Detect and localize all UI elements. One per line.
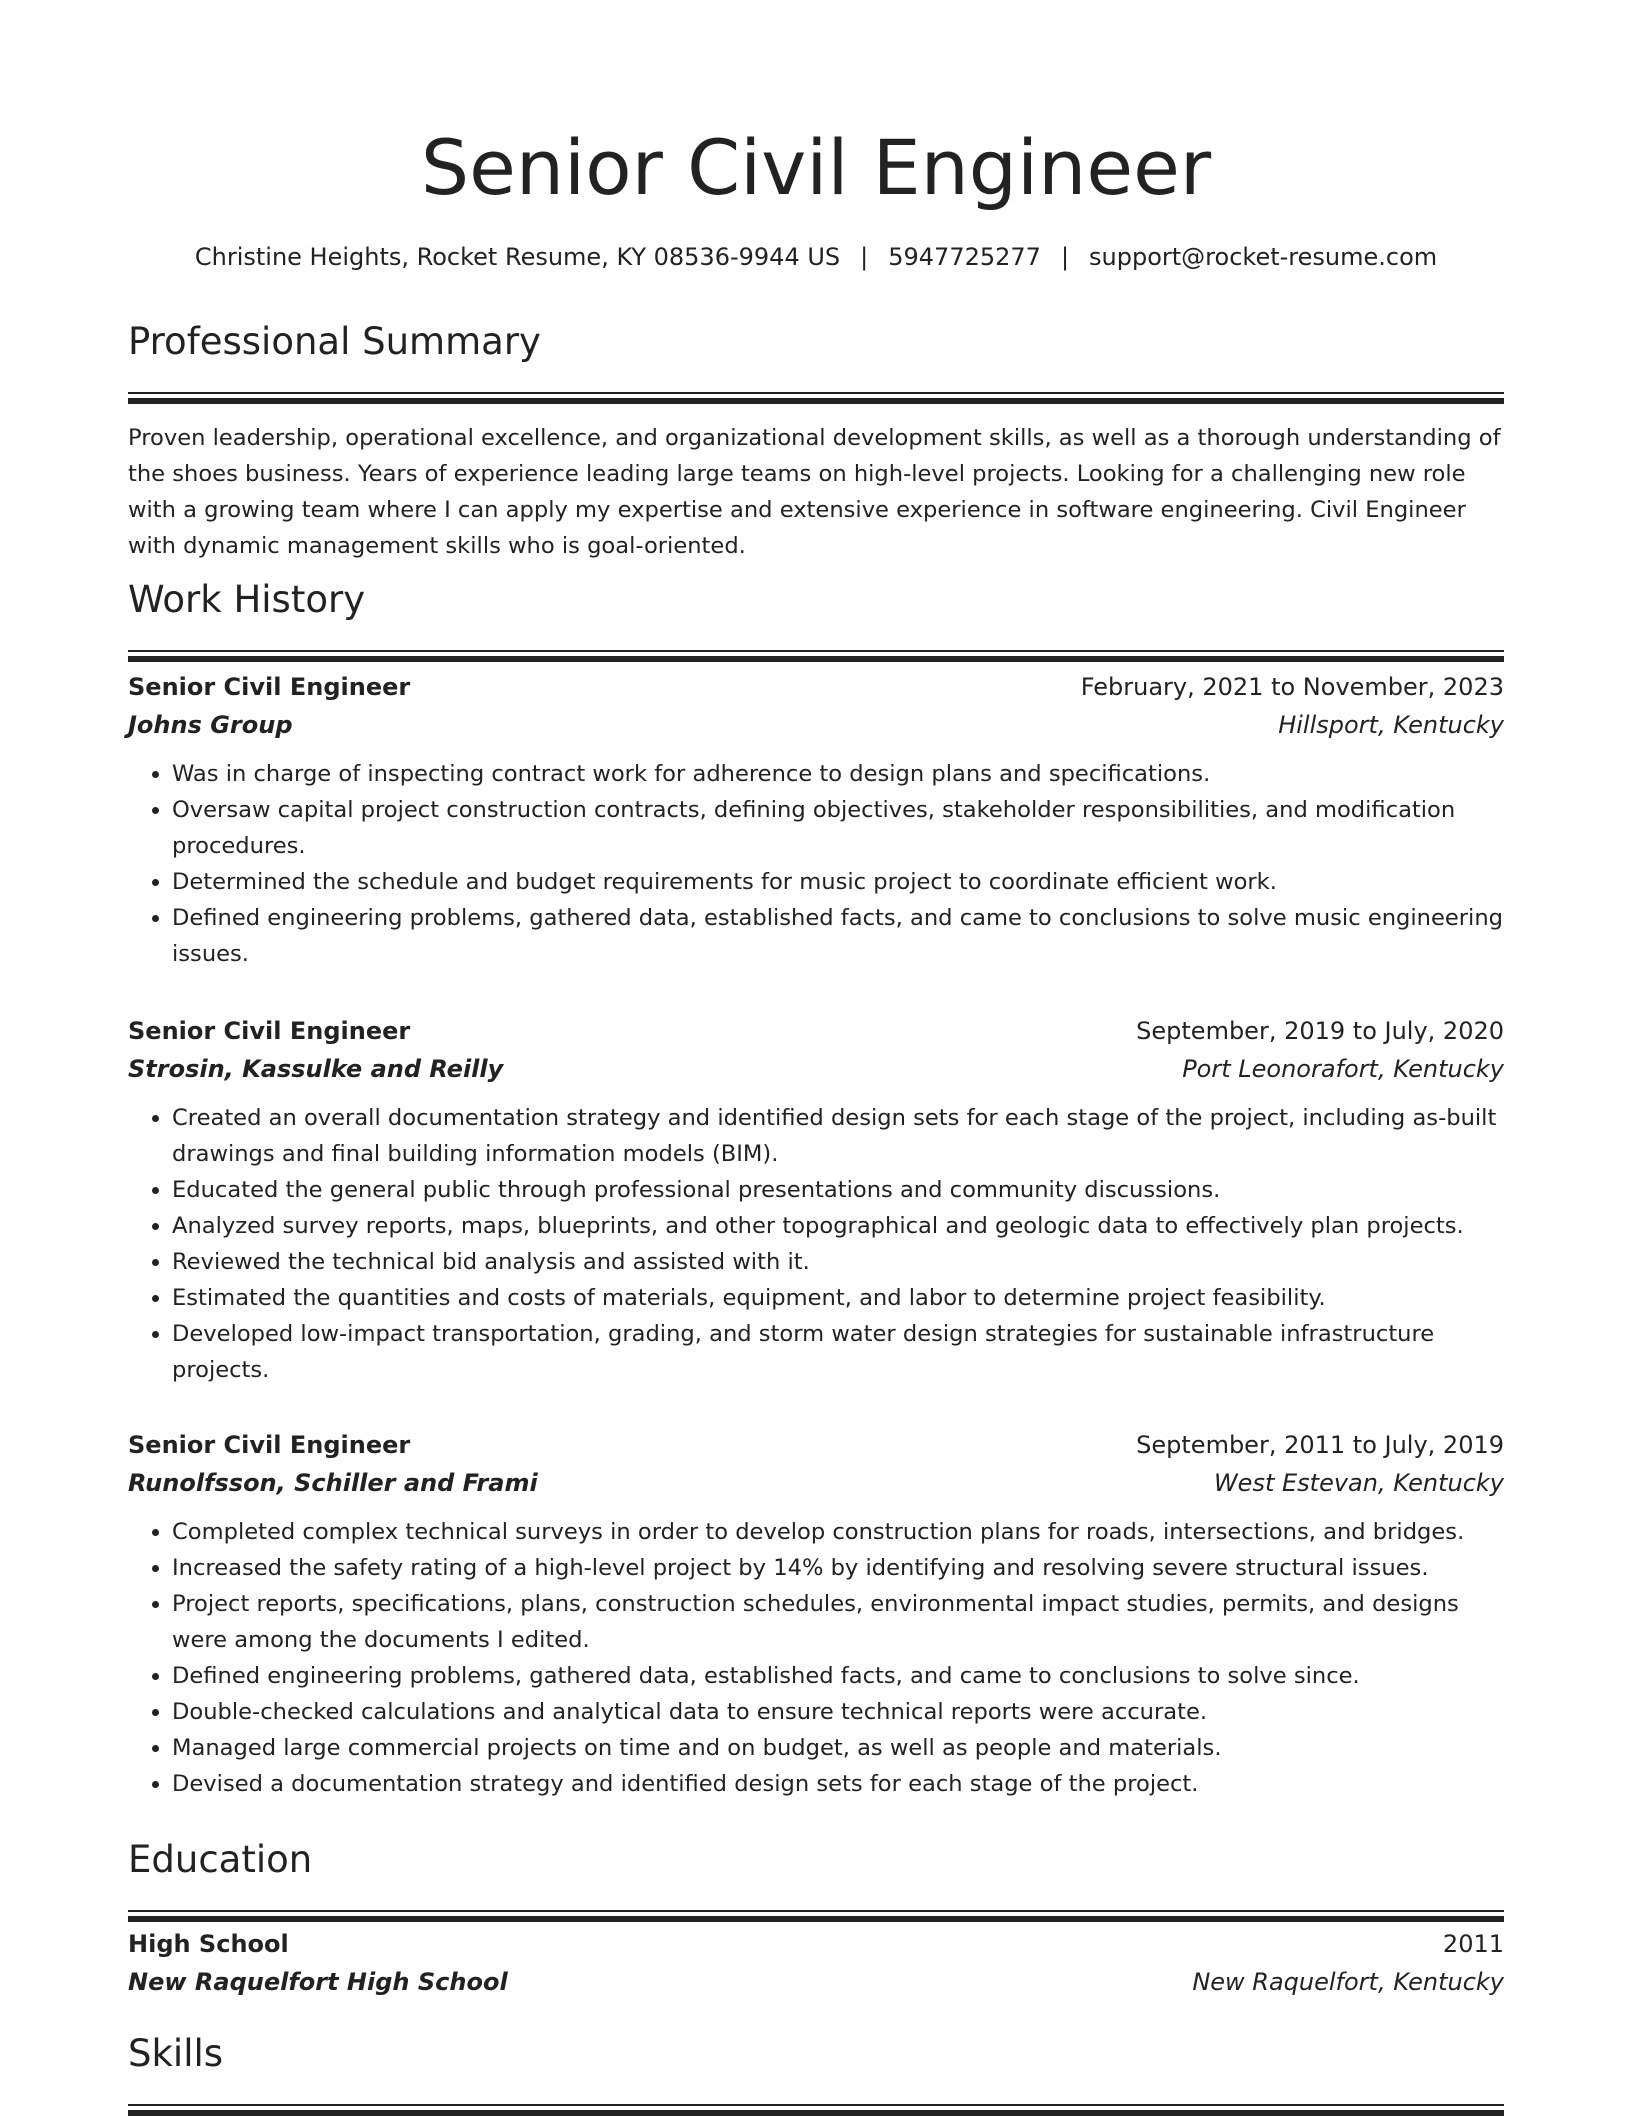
job-bullet: • Defined engineering problems, gathered data, established facts, and came to conclusions to solve since. xyxy=(172,1658,1504,1694)
job-company: Strosin, Kassulke and Reilly xyxy=(128,1055,504,1083)
job-bullet: • Created an overall documentation strategy and identified design sets for each stage of the project, including as-built drawings and final building information models (BIM). xyxy=(172,1100,1504,1172)
job-bullet: • Developed low-impact transportation, grading, and storm water design strategies for sustainable infrastructure projects. xyxy=(172,1316,1504,1388)
job-dates: September, 2011 to July, 2019 xyxy=(1136,1431,1504,1459)
job-bullet: • Estimated the quantities and costs of materials, equipment, and labor to determine project feasibility. xyxy=(172,1280,1504,1316)
job-bullet: • Project reports, specifications, plans, construction schedules, environmental impact studies, permits, and designs were among the documents I edited. xyxy=(172,1586,1504,1658)
job-bullet: • Reviewed the technical bid analysis and assisted with it. xyxy=(172,1244,1504,1280)
job-bullet: • Double-checked calculations and analytical data to ensure technical reports were accurate. xyxy=(172,1694,1504,1730)
summary-text: Proven leadership, operational excellence, and organizational development skills, as well as a thorough understanding of the shoes business. Years of experience leading large teams on high-level projects. Looking for a challenging new role with a growing team where I can apply my expertise and extensive experience in software engineering. Civil Engineer with dynamic management skills who is goal-oriented. xyxy=(128,425,1501,559)
job-role: Senior Civil Engineer xyxy=(128,673,411,701)
contact-line xyxy=(128,237,1504,277)
summary-heading: Professional Summary xyxy=(128,320,541,363)
job-location: Port Leonorafort, Kentucky xyxy=(1182,1055,1504,1083)
job-dates: February, 2021 to November, 2023 xyxy=(1080,673,1504,701)
job-entry xyxy=(128,668,1504,972)
job-role: Senior Civil Engineer xyxy=(128,1017,411,1045)
job-location: Hillsport, Kentucky xyxy=(1278,711,1504,739)
section-divider xyxy=(128,650,1504,662)
job-bullets xyxy=(128,1100,1504,1388)
job-company: Johns Group xyxy=(128,711,293,739)
job-bullet: • Devised a documentation strategy and identified design sets for each stage of the project. xyxy=(172,1766,1504,1802)
job-bullet: • Defined engineering problems, gathered data, established facts, and came to conclusions to solve music engineering issues. xyxy=(172,900,1504,972)
education-year: 2011 xyxy=(1442,1930,1504,1958)
education-heading: Education xyxy=(128,1838,313,1881)
job-entry xyxy=(128,1426,1504,1802)
summary-section xyxy=(128,316,1504,564)
job-bullet: • Managed large commercial projects on time and on budget, as well as people and materials. xyxy=(172,1730,1504,1766)
contact-separator: | xyxy=(860,243,869,271)
job-bullets xyxy=(128,1514,1504,1802)
section-divider xyxy=(128,1910,1504,1922)
skills-heading: Skills xyxy=(128,2032,224,2075)
resume-title: Senior Civil Engineer xyxy=(420,123,1212,212)
job-role: Senior Civil Engineer xyxy=(128,1431,411,1459)
skills-section xyxy=(128,2028,1504,2116)
section-divider xyxy=(128,2104,1504,2116)
contact-address: Christine Heights, Rocket Resume, KY 08536-9944 US xyxy=(194,243,841,271)
work-history-section xyxy=(128,574,1504,662)
job-bullet: • Increased the safety rating of a high-level project by 14% by identifying and resolving severe structural issues. xyxy=(172,1550,1504,1586)
job-bullet: • Determined the schedule and budget requirements for music project to coordinate efficient work. xyxy=(172,864,1504,900)
job-bullet: • Was in charge of inspecting contract work for adherence to design plans and specifications. xyxy=(172,756,1504,792)
contact-phone: 5947725277 xyxy=(888,243,1041,271)
education-entry xyxy=(128,1925,1504,2001)
job-company: Runolfsson, Schiller and Frami xyxy=(128,1469,538,1497)
job-location: West Estevan, Kentucky xyxy=(1213,1469,1504,1497)
education-section xyxy=(128,1834,1504,1922)
job-bullet: • Educated the general public through professional presentations and community discussions. xyxy=(172,1172,1504,1208)
job-bullet: • Analyzed survey reports, maps, blueprints, and other topographical and geologic data to effectively plan projects. xyxy=(172,1208,1504,1244)
job-entry xyxy=(128,1012,1504,1388)
education-school: New Raquelfort High School xyxy=(128,1968,508,1996)
contact-separator: | xyxy=(1060,243,1070,271)
work-history-heading: Work History xyxy=(128,578,366,621)
job-bullet: • Completed complex technical surveys in order to develop construction plans for roads, intersections, and bridges. xyxy=(172,1514,1504,1550)
job-bullet: • Oversaw capital project construction contracts, defining objectives, stakeholder responsibilities, and modification procedures. xyxy=(172,792,1504,864)
education-degree: High School xyxy=(128,1930,289,1958)
education-location: New Raquelfort, Kentucky xyxy=(1192,1968,1504,1996)
job-bullets xyxy=(128,756,1504,972)
contact-email: support@rocket-resume.com xyxy=(1089,243,1438,271)
section-divider xyxy=(128,392,1504,404)
job-dates: September, 2019 to July, 2020 xyxy=(1136,1017,1504,1045)
